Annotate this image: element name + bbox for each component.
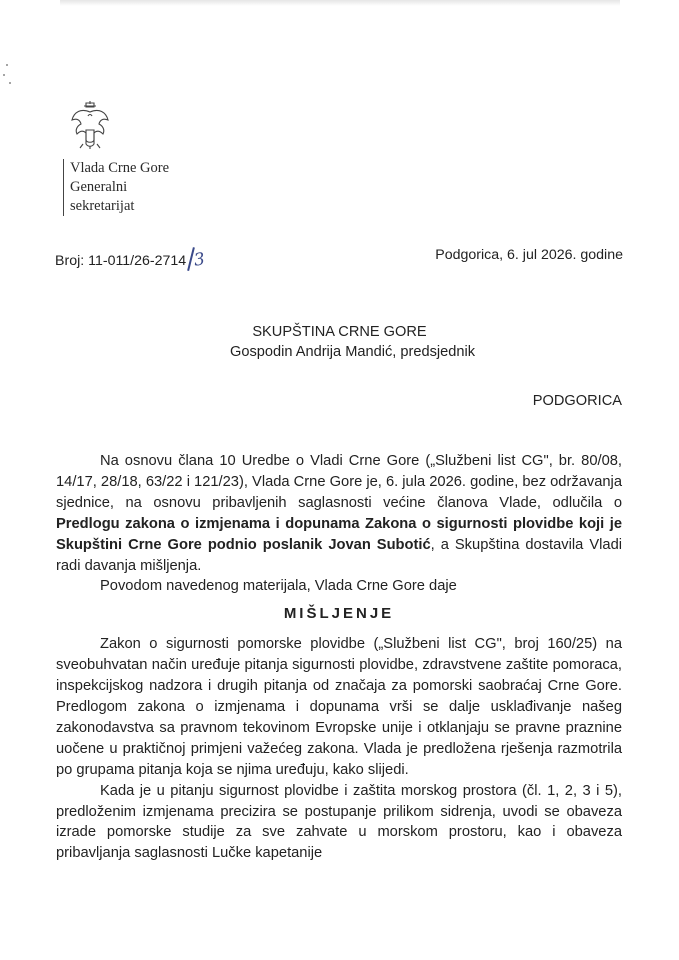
section-heading: MIŠLJENJE — [283, 605, 395, 623]
document-date: Podgorica, 6. jul 2026. godine — [435, 247, 623, 263]
reference-number-text: Broj: 11-011/26-2714 — [55, 253, 187, 269]
document-body — [56, 451, 622, 864]
paragraph-sigurnost: Kada je u pitanju sigurnost plovidbe i zaštita morskog prostora (čl. 1, 2, 3 i 5), predloženim izmjenama precizira se postupanje prilikom sidrenja, uvodi se obaveza izrade pomorske studije za sve zahvate u morskom prostoru, kao i obaveza pribavljanja saglasnosti Lučke kapetanije — [56, 782, 622, 862]
scan-specks — [0, 60, 20, 90]
letterhead-line-2: Generalni — [70, 179, 128, 195]
paragraph-intro-part1: Na osnovu člana 10 Uredbe o Vladi Crne Gore („Službeni list CG", br. 80/08, 14/17, 28/18, 63/22 i 121/23), Vlada Crne Gore je, 6. jula 2026. godine, bez održavanja sjednice, na osnovu pribavljenih saglasnosti većine članova Vlade, odlučila o — [56, 453, 622, 511]
letterhead-line-1: Vlada Crne Gore — [70, 160, 170, 176]
addressee — [0, 322, 679, 362]
handwritten-suffix: 3 — [192, 249, 206, 271]
letterhead-line-3: sekretarijat — [70, 198, 135, 214]
paragraph-intro — [56, 451, 622, 576]
paragraph-intro-bold: Predlogu zakona o izmjenama i dopunama Zakona o sigurnosti plovidbe koji je Skupštini Crne Gore podnio poslanik Jovan Subotić — [56, 515, 622, 553]
coat-of-arms-icon — [69, 100, 111, 150]
reference-number — [55, 247, 205, 271]
paragraph-povodom: Povodom navedenog materijala, Vlada Crne Gore daje — [100, 578, 457, 595]
paragraph-intro-part2: , a Skupština dostavila Vladi radi davanja mišljenja. — [56, 536, 622, 574]
paragraph-zakon: Zakon o sigurnosti pomorske plovidbe („Službeni list CG", broj 160/25) na sveobuhvatan način uređuje pitanja sigurnosti plovidbe, zdravstvene zaštite pomoraca, inspekcijskog nadzora i drugih pitanja od značaja za pomorski saobraćaj Crne Gore. Predlogom zakona o izmjenama i dopunama vrši se dalje usklađivanje našeg zakonodavstva sa pravnom tekovinom Evropske unije i otklanjaju se pravne praznine uočene u praktičnoj primjeni važećeg zakona. Vlada je predložena rješenja razmotrila po grupama pitanja koja se njima uređuju, kako slijedi. — [56, 636, 622, 778]
addressee-city: PODGORICA — [532, 393, 622, 409]
addressee-person: Gospodin Andrija Mandić, predsjednik — [230, 344, 475, 360]
scan-edge — [60, 0, 620, 6]
letterhead-text — [63, 159, 169, 216]
letterhead — [63, 100, 169, 216]
addressee-institution: SKUPŠTINA CRNE GORE — [252, 324, 427, 340]
